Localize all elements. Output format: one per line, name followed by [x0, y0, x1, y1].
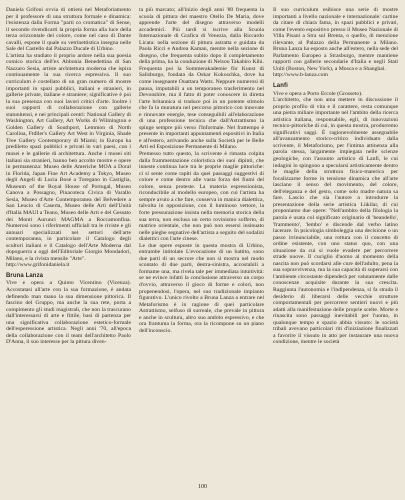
- section-heading: Bruna Lanza: [6, 272, 44, 279]
- paragraph: Il suo curriculum esibisce una serie di mostre importanti a livello nazionale e internazionale: cartine da citare di chiara fama, in spazi pubblici e privati, come l'evento espositivo presso il Museo Nazionale di Villa Pisani a Stra sul Brenta, o quello, di menzione rilevante, al Palazzo della Permanente a Milano. Bruna Lanza ha esposto anche all'estero, nella sede del Parlamento Europeo a Strasburgo, mentre mantiene rapporti con gallerie secondarie d'Italia e negli Stati Uniti (Boston, New York), a Mosca e a Shanghai.: [273, 7, 398, 72]
- paragraph: Vive e opera a Quinto Vicentino (Vicenza). Accostatasi all'arte con la sua formazione, è andata definendo man mano la sua dimensione pittorica. Il fascino del Gruppo, ma anche la sua rete, porta a compimento gli studi magistrali, che non la trascurano dall'interessarsi di arte e fittile, basi di partenza per una significativa collaborazione estetico-formale dell'esperessione artistica. Negli anni '70, all'epoca della collaborazione con il team dell'architetto Paolo D'Anna, il suo interesse per la pittura diven-: [6, 280, 131, 346]
- paragraph: Premesso tutto questo, la scrivente è rimasta colpita dalla frammentazione coloristica dei suoi dipinti, che inneste continua luce tra le proprie maglie pittoriche: ci si sente come rapiti da quei passaggi suggestivi di colore e come dentro alle vasta forza dei fiumi del colore, senza proteste. La materia espressionista, riconducibile al modello europeo, con cui l'artista ha sempre avuto a che fare, conserva in manica dialettica, talvolta in opposizione, con il luminoso vettore, la forte pressurazione insista nella memoria storica della sua terra, non esclusa un certo rovinismo sofferto, di matrice orientale, che non può non essersi insinuato nelle pieghe segnative dell'artista a seguito del sodalizi dialettici con l'arte cinese.: [139, 151, 264, 243]
- page-number: 100: [198, 484, 207, 490]
- website-link[interactable]: http://www.grifonidaniela.it: [6, 262, 70, 269]
- paragraph: Daniela Grifoni ovvia di ottieni nel Metaforiamento per il professore di una struttura formale e dinamica: l'esistenza dalla Forma "parti co cromatica" di Sense, il secondo rivendicarti la propria forma alla luce della terza orizzontale del colore, come nel caso di Dante cavalli, espone il quale su vetrinettistica insegna nelle Sale del Castello dal Palazzo Ducale di Urbino.: [6, 7, 131, 53]
- paragraph: Vive e opera a Porto Ercole (Grosseto).: [273, 90, 363, 97]
- text-column-1: [6, 7, 131, 346]
- section-heading: Lanfi: [273, 83, 288, 90]
- paragraph: Le due opere esposte in questa mostra di Urbino, entrambe intitolate L'evocazione di un battito, sono due parti di un secrore che non si mostra nel modo scontato di due parti, destra-sinistra, accostabili a formame una, ma rivela tale per immediata intuitività: se ne evince infatti la conclusione attraverso un corpo d'ovvio, attraverso il gioco di forme e colori, non propenendosi, l'opera, nel suo tradizionale impianto figurativo. L'unico rivolto a Bruna Lanza a entrare nel Metaforismo è in ragione di quei particolare Astrattismo, seifuso di surreale, che prevale in pittura e anche in scultura, altro suo ambito espressivo, e che ora frantuma la forma, ora la ricompone su un piano dell'inconscio.: [139, 242, 264, 334]
- website-link[interactable]: http://www.b-lanza.com: [273, 72, 328, 79]
- text-column-2: [139, 7, 264, 334]
- text-column-3: [273, 7, 398, 346]
- paragraph: ta più marcato; all'inizio degli anni '80 frequenta la scuola di pittura del maestro Otello De Maria, dove apprende l'arte del disegno attraverso modelli accademici. Più tardi si iscrive alla Scuola Internazionale di Grafica di Venezia, dalla Riccardo Licata: nella sezione di pittura astratta e guidata da Paola Ricci e Andrea Kaman, mentre nella sezione di disegno, che frequenta subito dopo il completamento della prima, ha la conduzione di Nelson Takahiro Kihi. Frequenta poi la Sommerakademie für Kunst di Salisburgo, fondata da Oskar Kokoschka, dove ha come insegnante Ouattara Watts. Neppure numerosi di pausa, imputabili a un temporaneo trasferimento nel Devonshire, ma il fatto di poter conoscere in diretta l'arte britannica si traduce poi in un potente stimolo che fa la muratura nel percorso pittorico con innovate e rinnovate energie, tese conseguibili all'elaborazione di una professione tecnica che dall'Astrattismo la spinge sempre più verso l'Informale. Nel frattempo è presente in importanti appuntamenti espositivi in Italia e all'estero, arrivando anche sulla Società per le Belle Arti ed Esposizione Permanente di Milano.: [139, 7, 264, 151]
- paragraph: L'artista ha studiato il proprio ardore nella sua poesia comico storica dell'ex Abbonia Benedettina di San Nazzaro Sesia, artiste architettura moderna che ispira continuamente la sua ricerca espressiva. Il suo curriculum è costellato di un gran numero di mostre importanti in spazi pubblici, italiani e stranieri, in gallerie private, italiane e straniere; significative è poi la sua presenza con suoi lavori critici d'arte. Inoltre i suoi rapporti di collaborazione con gallerie statunitensi, e nei principali centri: National Gallery di Washington, Art Gallery, Art Works di Wilmington e Golden Gallery di Southport, Lemmon di North Carolina, Ftdller's Gallery Art West in Virginia, Shade Tree Gallery Contemporary di Miami; in Europa ha prediletto spazi pubblici e privati in vari paesi, con i musei e le gallerie di architettura. Anche i musei siti italiani sia stranieri, hanno ben accolto mostre e opere in permanenza: Museo delle Americhe MOA a Doral in Florida, Japan Fine Art Academy a Tokyo, Museo degli Angeli di Lucia Bosé a Turegano in Castiglia, Museum of the Royal House of Portugal, Museo Canova a Possagno, Pinacoteca Civica di Varallo Sesia, Museo d'Arte Contemporanea del Belvedere a San Leucio di Caserta, Museo delle Arti dell'Unità d'Italia MAUI a Teano, Museo delle Arti e del Gessato dei Monti Aurunci MAGMA a Roccamonfina. Numerosi sono i riferimenti ufficiali tra le riviste e gli annuari specializzati nei settori dell'arte contemporanea, in particolare il Catalogo degli scultori italiani e il Catalogo dell'Arte Moderna dal dopoguerra a oggi dell'Editoriale Giorgio Mondadori, Milano, e la rivista mensile "Arte".: [6, 52, 131, 262]
- paragraph: L'architetto, che non ama mettere in discussione il proprio profilo di vita e il carattere, resta comunque una pietra miliare importante nel l'ambito della ricerca artistica italiana, responsabile, egli, di innovazioni tecnico-pittoriche di cui, in questa mostra, produrremo significativi saggi. È ragionevolmente assegnabile all'avanzamento storico-critico individuato dalla scrivente, il Metaforismo, per l'intima attinenza alla parola stessa, largamente impiegata nelle scienze geologiche, con l'assunto artistico di Lanfi, le cui indagini lo spingono a specularsi artisticamente dentro le maglie della struttura fisico-materica per focalizzarne forme in tensione dinamica che all'arte lasciano il senso del movimento, del colore, dell'eleganza e del gesto, come solo madre natura sa fare. Lascio che sia l'autore a introdurre la presentazione della serie artistica Lükilar, di cui proponiamo due opere: "Nell'ambito della filologia la parola è usata col significato originario di 'beandello', 'frammento', 'lembo' e discende dal verbo latino lacerare. In psicologia simboleggia una decisione o un passo irrinunciabile, una rottura con il concetto di ordine esistente, con uno status quo, con una situazione da cui si vuole evadere per percorrere strade nuove. Il cuciglio d'uomo al momento della nascita non può scordarsi alle cure dell'adulto, pena la sua sopravvivenza, ma la sua capacità di superarsi con l'ambiente circostante dipenderà per valutamente dalle conoscenze acquisite durante la sua crescita. Raggiunta l'autonomia e l'indipendenza, si fa strada il desiderio di liberarsi delle vecchie strutture comportamentali per percorrere sentieri nuovi e più adatti alla manifestazione delle proprie scelte. Morte e rinascita sono passaggi inevitabili per l'uomo, in qualunque tempo e spazio abbia vissuto: le società tribali avevano particolari riti d'iniziazione finalizzati a favorire il vissuto in atto per instaurare una nuova condizione, mentre le società: [273, 97, 398, 346]
